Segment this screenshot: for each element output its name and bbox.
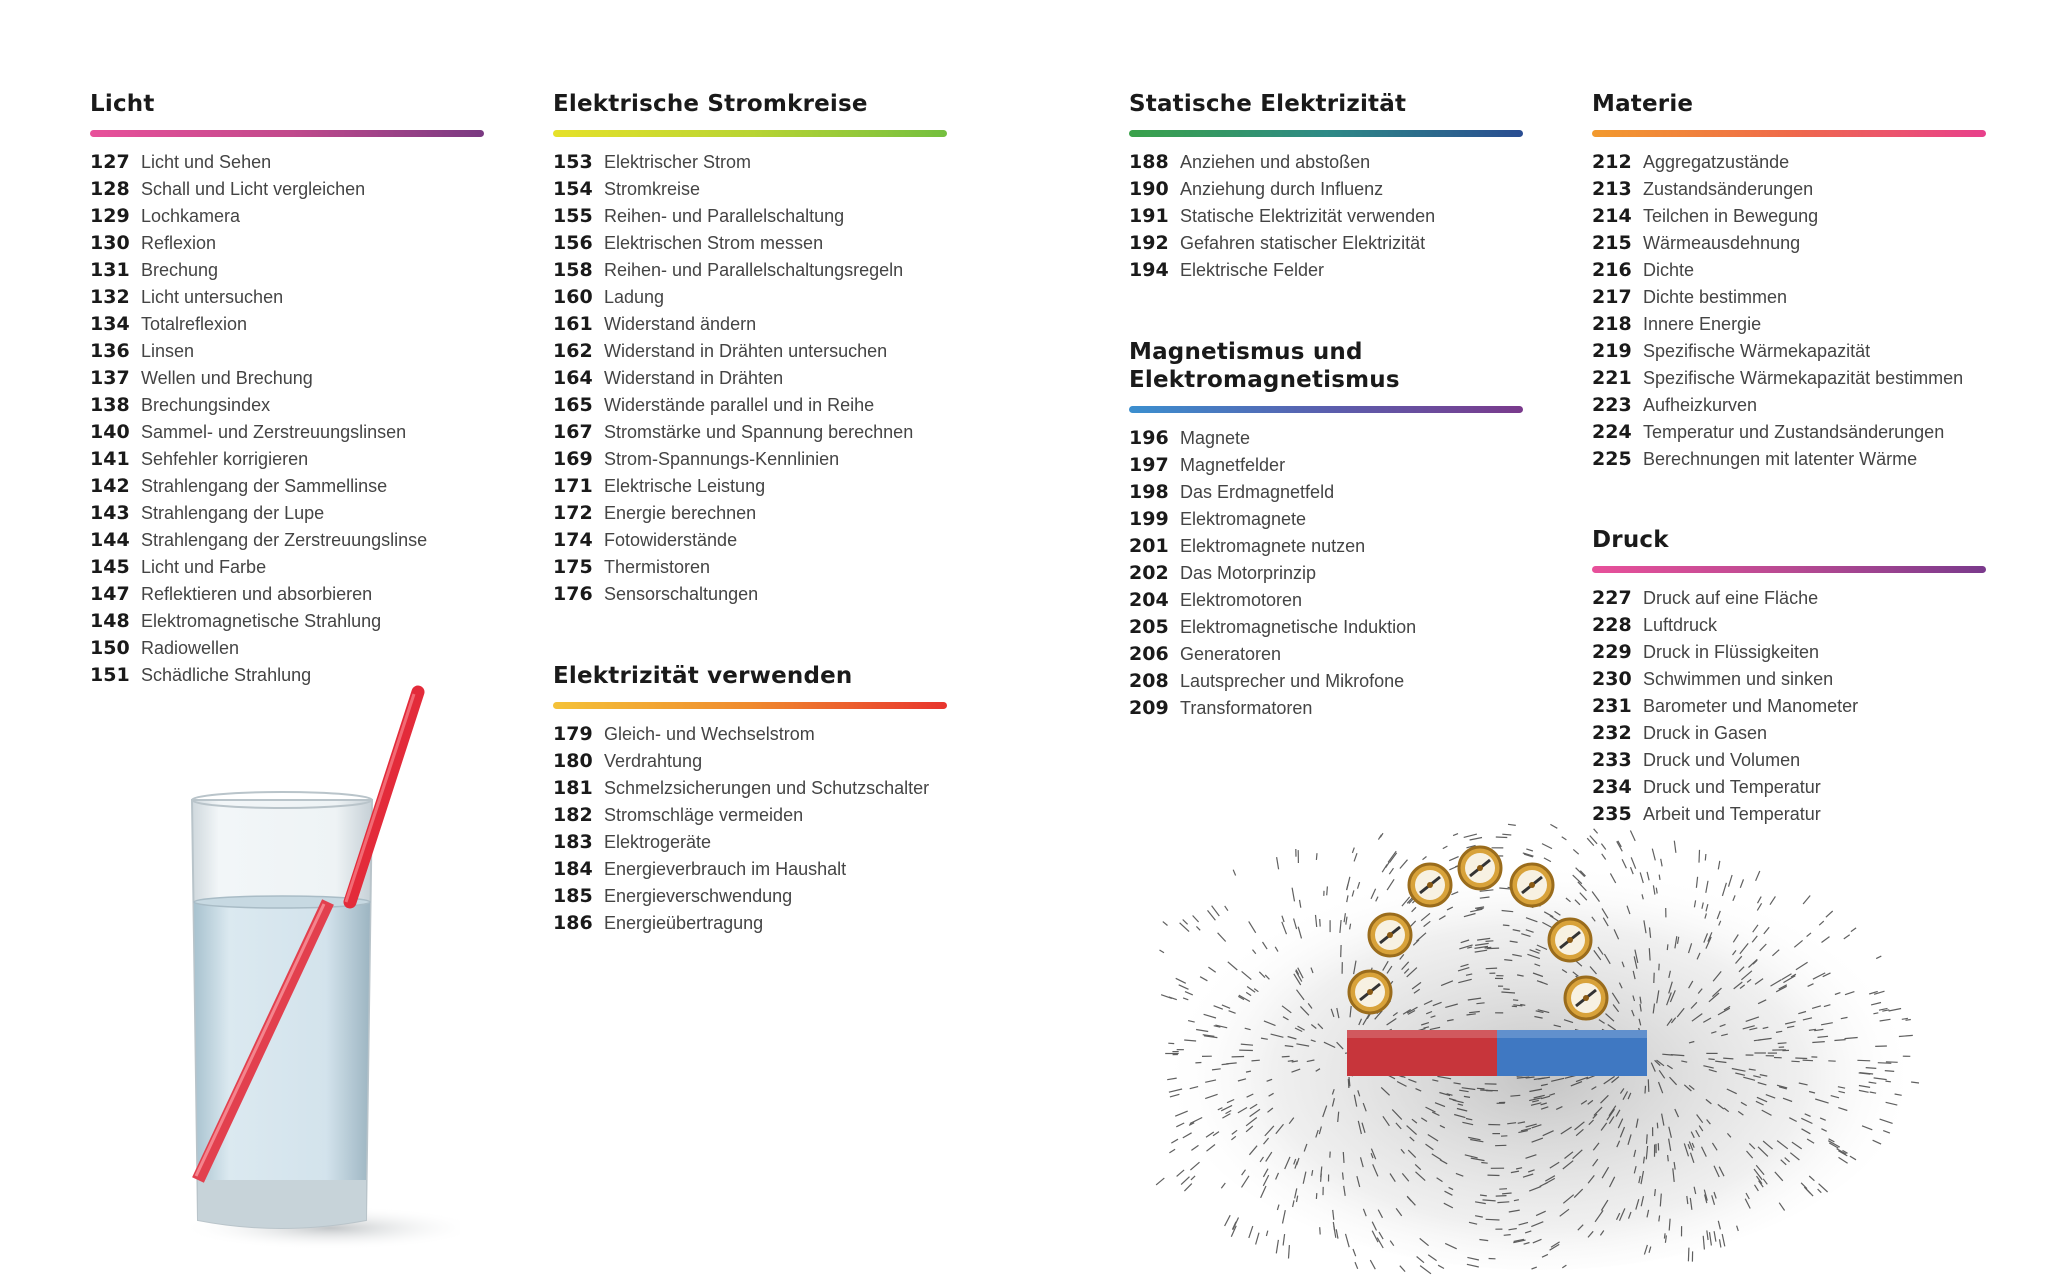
entry-page-number: 129 (90, 205, 130, 227)
entry-title: Temperatur und Zustandsänderungen (1643, 422, 1945, 442)
entry-title: Stromschläge vermeiden (604, 805, 804, 825)
toc-entry[interactable] (553, 178, 947, 205)
entry-title: Verdrahtung (604, 751, 703, 771)
entry-title: Widerstände parallel und in Reihe (604, 395, 875, 415)
toc-entry[interactable] (1129, 151, 1523, 178)
entry-title: Lautsprecher und Mikrofone (1180, 671, 1405, 691)
toc-entry[interactable] (1129, 178, 1523, 205)
toc-entry[interactable] (1592, 695, 1986, 722)
toc-entry[interactable] (90, 367, 484, 394)
toc-entry[interactable] (90, 475, 484, 502)
entry-page-number: 231 (1592, 695, 1632, 717)
entry-page-number: 147 (90, 583, 130, 605)
toc-section-materie (1592, 90, 1986, 475)
entry-page-number: 204 (1129, 589, 1169, 611)
entry-page-number: 192 (1129, 232, 1169, 254)
entry-page-number: 227 (1592, 587, 1632, 609)
entry-title: Totalreflexion (141, 314, 248, 334)
entry-title: Widerstand ändern (604, 314, 757, 334)
entry-page-number: 188 (1129, 151, 1169, 173)
entry-title: Brechung (141, 260, 219, 280)
entry-page-number: 209 (1129, 697, 1169, 719)
toc-entry[interactable] (1592, 286, 1986, 313)
entry-title: Sammel- und Zerstreuungslinsen (141, 422, 407, 442)
entry-page-number: 199 (1129, 508, 1169, 530)
toc-entry[interactable] (553, 421, 947, 448)
toc-entry[interactable] (553, 529, 947, 556)
entry-title: Brechungsindex (141, 395, 271, 415)
entry-title: Stromkreise (604, 179, 701, 199)
entry-page-number: 138 (90, 394, 130, 416)
entry-page-number: 174 (553, 529, 593, 551)
toc-entry[interactable] (90, 394, 484, 421)
toc-entry[interactable] (90, 205, 484, 232)
entry-title: Druck und Volumen (1643, 750, 1801, 770)
entry-page-number: 214 (1592, 205, 1632, 227)
entry-title: Energie berechnen (604, 503, 757, 523)
entry-title: Sehfehler korrigieren (141, 449, 309, 469)
entry-title: Stromstärke und Spannung berechnen (604, 422, 914, 442)
entry-page-number: 185 (553, 885, 593, 907)
entry-page-number: 137 (90, 367, 130, 389)
entry-title: Widerstand in Drähten untersuchen (604, 341, 888, 361)
entry-title: Barometer und Manometer (1643, 696, 1859, 716)
section-color-bar (553, 130, 947, 137)
toc-entry[interactable] (553, 448, 947, 475)
toc-section-licht (90, 90, 484, 691)
entry-page-number: 130 (90, 232, 130, 254)
entry-title: Elektrische Leistung (604, 476, 766, 496)
entry-page-number: 230 (1592, 668, 1632, 690)
entry-page-number: 140 (90, 421, 130, 443)
entry-page-number: 127 (90, 151, 130, 173)
bar-magnet-field-image (1140, 780, 1940, 1280)
toc-entry[interactable] (553, 912, 947, 939)
entry-page-number: 190 (1129, 178, 1169, 200)
compass-icon (1459, 847, 1501, 889)
entry-title: Anziehen und abstoßen (1180, 152, 1371, 172)
entry-page-number: 235 (1592, 803, 1632, 825)
toc-entry[interactable] (553, 475, 947, 502)
toc-entry[interactable] (553, 340, 947, 367)
section-title: Druck (1592, 527, 1669, 553)
toc-section-statische-elektrizitaet (1129, 90, 1523, 286)
entry-list (553, 723, 947, 939)
entry-page-number: 194 (1129, 259, 1169, 281)
section-color-bar (553, 702, 947, 709)
toc-entry[interactable] (1129, 535, 1523, 562)
toc-entry[interactable] (1129, 232, 1523, 259)
toc-entry[interactable] (1592, 668, 1986, 695)
entry-title: Elektrischen Strom messen (604, 233, 824, 253)
section-title: Materie (1592, 91, 1694, 117)
entry-page-number: 162 (553, 340, 593, 362)
entry-title: Thermistoren (604, 557, 711, 577)
toc-entry[interactable] (1129, 562, 1523, 589)
toc-entry[interactable] (90, 178, 484, 205)
entry-title: Luftdruck (1643, 615, 1718, 635)
entry-page-number: 148 (90, 610, 130, 632)
entry-title: Spezifische Wärmekapazität bestimmen (1643, 368, 1964, 388)
entry-page-number: 224 (1592, 421, 1632, 443)
entry-title: Strahlengang der Lupe (141, 503, 325, 523)
toc-entry[interactable] (90, 448, 484, 475)
entry-page-number: 143 (90, 502, 130, 524)
entry-title: Licht und Farbe (141, 557, 267, 577)
entry-page-number: 212 (1592, 151, 1632, 173)
compass-icon (1409, 864, 1451, 906)
entry-title: Reflexion (141, 233, 217, 253)
entry-title: Wellen und Brechung (141, 368, 313, 388)
entry-title: Radiowellen (141, 638, 240, 658)
entry-title: Energieübertragung (604, 913, 764, 933)
toc-entry[interactable] (90, 421, 484, 448)
entry-title: Elektromotoren (1180, 590, 1303, 610)
entry-page-number: 206 (1129, 643, 1169, 665)
entry-title: Reihen- und Parallelschaltungsregeln (604, 260, 904, 280)
section-color-bar (1592, 566, 1986, 573)
entry-page-number: 158 (553, 259, 593, 281)
compass-icon (1349, 971, 1391, 1013)
toc-entry[interactable] (553, 205, 947, 232)
entry-title: Transformatoren (1180, 698, 1313, 718)
toc-entry[interactable] (90, 313, 484, 340)
toc-entry[interactable] (553, 583, 947, 610)
entry-page-number: 183 (553, 831, 593, 853)
toc-section-elektrizitaet-verwenden (553, 662, 947, 939)
entry-page-number: 132 (90, 286, 130, 308)
toc-entry[interactable] (553, 259, 947, 286)
entry-page-number: 153 (553, 151, 593, 173)
entry-page-number: 217 (1592, 286, 1632, 308)
entry-list (1129, 427, 1523, 724)
toc-entry[interactable] (1592, 421, 1986, 448)
entry-page-number: 128 (90, 178, 130, 200)
entry-page-number: 150 (90, 637, 130, 659)
entry-page-number: 156 (553, 232, 593, 254)
toc-entry[interactable] (1592, 722, 1986, 749)
entry-title: Widerstand in Drähten (604, 368, 784, 388)
compass-icon (1565, 977, 1607, 1019)
entry-title: Druck in Flüssigkeiten (1643, 642, 1820, 662)
entry-page-number: 196 (1129, 427, 1169, 449)
entry-page-number: 179 (553, 723, 593, 745)
toc-entry[interactable] (553, 858, 947, 885)
entry-page-number: 145 (90, 556, 130, 578)
entry-title: Das Motorprinzip (1180, 563, 1317, 583)
entry-page-number: 171 (553, 475, 593, 497)
entry-page-number: 201 (1129, 535, 1169, 557)
entry-title: Wärmeausdehnung (1643, 233, 1801, 253)
entry-page-number: 172 (553, 502, 593, 524)
toc-entry[interactable] (1129, 508, 1523, 535)
toc-entry[interactable] (90, 232, 484, 259)
toc-entry[interactable] (553, 151, 947, 178)
entry-page-number: 141 (90, 448, 130, 470)
toc-entry[interactable] (90, 502, 484, 529)
entry-page-number: 205 (1129, 616, 1169, 638)
entry-page-number: 221 (1592, 367, 1632, 389)
entry-page-number: 233 (1592, 749, 1632, 771)
entry-page-number: 160 (553, 286, 593, 308)
entry-title: Das Erdmagnetfeld (1180, 482, 1335, 502)
toc-entry[interactable] (553, 367, 947, 394)
entry-title: Dichte (1643, 260, 1695, 280)
entry-title: Druck und Temperatur (1643, 777, 1821, 797)
toc-entry[interactable] (1592, 448, 1986, 475)
entry-page-number: 229 (1592, 641, 1632, 663)
entry-title: Aufheizkurven (1643, 395, 1758, 415)
entry-title: Strom-Spannungs-Kennlinien (604, 449, 840, 469)
toc-entry[interactable] (553, 885, 947, 912)
entry-title: Aggregatzustände (1643, 152, 1790, 172)
toc-entry[interactable] (553, 804, 947, 831)
glass-with-straw-image (170, 680, 460, 1260)
entry-title: Elektromagnete nutzen (1180, 536, 1366, 556)
entry-title: Elektromagnete (1180, 509, 1307, 529)
entry-title: Schall und Licht vergleichen (141, 179, 366, 199)
entry-title: Teilchen in Bewegung (1643, 206, 1819, 226)
section-title: Licht (90, 91, 155, 117)
section-title: Elektrische Stromkreise (553, 91, 868, 117)
toc-entry[interactable] (553, 394, 947, 421)
entry-page-number: 186 (553, 912, 593, 934)
toc-entry[interactable] (1129, 670, 1523, 697)
entry-page-number: 180 (553, 750, 593, 772)
entry-page-number: 176 (553, 583, 593, 605)
entry-title: Elektrogeräte (604, 832, 712, 852)
toc-entry[interactable] (553, 286, 947, 313)
entry-title: Strahlengang der Zerstreuungslinse (141, 530, 428, 550)
entry-page-number: 216 (1592, 259, 1632, 281)
entry-title: Gleich- und Wechselstrom (604, 724, 815, 744)
entry-page-number: 191 (1129, 205, 1169, 227)
toc-entry[interactable] (1129, 643, 1523, 670)
entry-title: Ladung (604, 287, 665, 307)
entry-page-number: 175 (553, 556, 593, 578)
entry-page-number: 202 (1129, 562, 1169, 584)
toc-entry[interactable] (553, 556, 947, 583)
entry-title: Schmelzsicherungen und Schutzschalter (604, 778, 930, 798)
entry-title: Zustandsänderungen (1643, 179, 1814, 199)
entry-page-number: 165 (553, 394, 593, 416)
entry-page-number: 208 (1129, 670, 1169, 692)
entry-page-number: 218 (1592, 313, 1632, 335)
entry-page-number: 234 (1592, 776, 1632, 798)
entry-title: Reflektieren und absorbieren (141, 584, 373, 604)
toc-entry[interactable] (90, 529, 484, 556)
toc-entry[interactable] (553, 502, 947, 529)
compass-icon (1549, 919, 1591, 961)
section-title: Elektrizität verwenden (553, 663, 853, 689)
entry-title: Schwimmen und sinken (1643, 669, 1834, 689)
section-title: Statische Elektrizität (1129, 91, 1407, 117)
toc-entry[interactable] (1592, 313, 1986, 340)
toc-entry[interactable] (553, 723, 947, 750)
entry-page-number: 219 (1592, 340, 1632, 362)
toc-entry[interactable] (90, 610, 484, 637)
entry-title: Lochkamera (141, 206, 241, 226)
entry-title: Elektrische Felder (1180, 260, 1325, 280)
entry-page-number: 151 (90, 664, 130, 686)
toc-entry[interactable] (553, 831, 947, 858)
entry-title: Spezifische Wärmekapazität (1643, 341, 1871, 361)
entry-title: Strahlengang der Sammellinse (141, 476, 388, 496)
entry-title: Elektrischer Strom (604, 152, 752, 172)
entry-page-number: 198 (1129, 481, 1169, 503)
toc-entry[interactable] (553, 777, 947, 804)
entry-page-number: 213 (1592, 178, 1632, 200)
toc-entry[interactable] (1592, 587, 1986, 614)
entry-title: Elektromagnetische Induktion (1180, 617, 1417, 637)
entry-list (1592, 151, 1986, 475)
entry-title: Licht untersuchen (141, 287, 284, 307)
entry-title: Druck in Gasen (1643, 723, 1768, 743)
entry-page-number: 136 (90, 340, 130, 362)
toc-entry[interactable] (90, 637, 484, 664)
section-title: Magnetismus und Elektromagnetismus (1129, 339, 1400, 393)
toc-entry[interactable] (553, 750, 947, 777)
entry-page-number: 134 (90, 313, 130, 335)
entry-page-number: 228 (1592, 614, 1632, 636)
toc-entry[interactable] (1592, 151, 1986, 178)
compass-icon (1511, 864, 1553, 906)
toc-section-magnetismus (1129, 338, 1523, 724)
entry-title: Generatoren (1180, 644, 1282, 664)
entry-page-number: 155 (553, 205, 593, 227)
toc-entry[interactable] (1129, 427, 1523, 454)
toc-entry[interactable] (90, 259, 484, 286)
entry-title: Elektromagnetische Strahlung (141, 611, 382, 631)
toc-entry[interactable] (1592, 367, 1986, 394)
entry-page-number: 144 (90, 529, 130, 551)
entry-title: Gefahren statischer Elektrizität (1180, 233, 1426, 253)
toc-entry[interactable] (1592, 232, 1986, 259)
entry-page-number: 164 (553, 367, 593, 389)
toc-entry[interactable] (553, 232, 947, 259)
entry-list (90, 151, 484, 691)
entry-title: Berechnungen mit latenter Wärme (1643, 449, 1918, 469)
entry-title: Magnetfelder (1180, 455, 1286, 475)
toc-entry[interactable] (553, 313, 947, 340)
toc-entry[interactable] (90, 583, 484, 610)
toc-entry[interactable] (1129, 205, 1523, 232)
toc-entry[interactable] (90, 286, 484, 313)
entry-title: Statische Elektrizität verwenden (1180, 206, 1436, 226)
entry-title: Schädliche Strahlung (141, 665, 312, 685)
entry-title: Linsen (141, 341, 195, 361)
toc-entry[interactable] (1592, 259, 1986, 286)
toc-entry[interactable] (1592, 340, 1986, 367)
entry-title: Magnete (1180, 428, 1251, 448)
toc-entry[interactable] (1129, 454, 1523, 481)
entry-page-number: 154 (553, 178, 593, 200)
toc-entry[interactable] (90, 151, 484, 178)
toc-entry[interactable] (1129, 616, 1523, 643)
entry-page-number: 131 (90, 259, 130, 281)
entry-title: Druck auf eine Fläche (1643, 588, 1819, 608)
section-color-bar (1129, 406, 1523, 413)
entry-page-number: 167 (553, 421, 593, 443)
entry-title: Innere Energie (1643, 314, 1762, 334)
entry-page-number: 161 (553, 313, 593, 335)
compass-icon (1369, 914, 1411, 956)
entry-title: Energieverschwendung (604, 886, 793, 906)
entry-page-number: 184 (553, 858, 593, 880)
toc-entry[interactable] (1592, 205, 1986, 232)
toc-entry[interactable] (90, 556, 484, 583)
entry-page-number: 232 (1592, 722, 1632, 744)
toc-entry[interactable] (1129, 697, 1523, 724)
toc-entry[interactable] (1592, 614, 1986, 641)
entry-title: Sensorschaltungen (604, 584, 759, 604)
entry-title: Anziehung durch Influenz (1180, 179, 1384, 199)
section-color-bar (90, 130, 484, 137)
entry-page-number: 181 (553, 777, 593, 799)
toc-entry[interactable] (1592, 749, 1986, 776)
toc-entry[interactable] (1129, 259, 1523, 286)
entry-list (1129, 151, 1523, 286)
entry-title: Energieverbrauch im Haushalt (604, 859, 847, 879)
entry-title: Fotowiderstände (604, 530, 738, 550)
entry-page-number: 169 (553, 448, 593, 470)
toc-entry[interactable] (1129, 481, 1523, 508)
toc-entry[interactable] (1592, 178, 1986, 205)
entry-page-number: 182 (553, 804, 593, 826)
entry-title: Dichte bestimmen (1643, 287, 1788, 307)
section-color-bar (1592, 130, 1986, 137)
toc-entry[interactable] (1592, 394, 1986, 421)
entry-title: Licht und Sehen (141, 152, 272, 172)
entry-title: Arbeit und Temperatur (1643, 804, 1821, 824)
entry-page-number: 225 (1592, 448, 1632, 470)
toc-entry[interactable] (1592, 641, 1986, 668)
entry-page-number: 223 (1592, 394, 1632, 416)
toc-entry[interactable] (90, 340, 484, 367)
entry-title: Reihen- und Parallelschaltung (604, 206, 845, 226)
entry-page-number: 197 (1129, 454, 1169, 476)
toc-entry[interactable] (1129, 589, 1523, 616)
entry-page-number: 215 (1592, 232, 1632, 254)
entry-page-number: 142 (90, 475, 130, 497)
entry-list (553, 151, 947, 610)
section-color-bar (1129, 130, 1523, 137)
toc-section-elektrische-stromkreise (553, 90, 947, 610)
